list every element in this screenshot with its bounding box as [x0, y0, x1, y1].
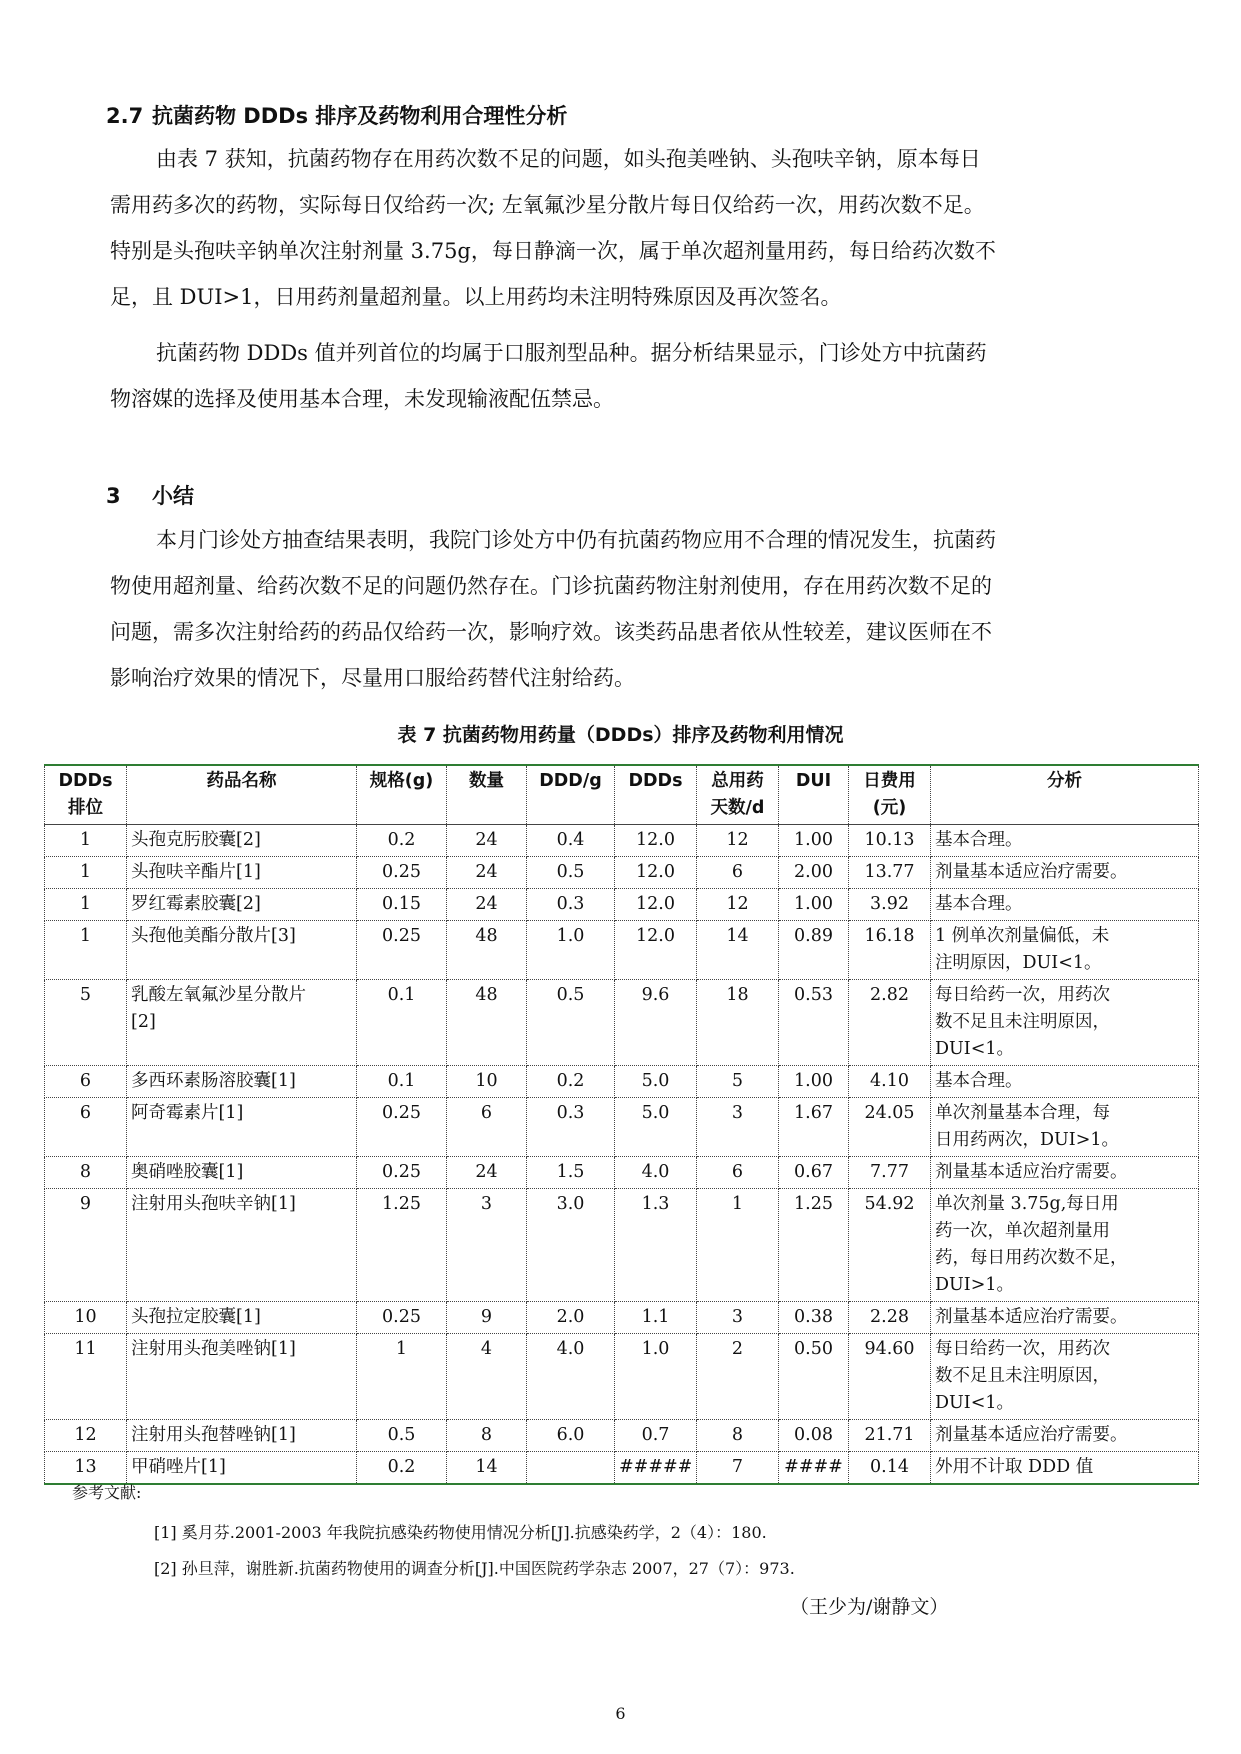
cell-name: [127, 1334, 357, 1420]
cell-rank: 6: [45, 1066, 127, 1098]
cell-name: [127, 1098, 357, 1157]
cell-days: 6: [697, 1157, 779, 1189]
cell-ddds: 1.3: [615, 1189, 697, 1302]
cell-qty: 9: [447, 1302, 527, 1334]
text-line: 物溶媒的选择及使用基本合理，未发现输液配伍禁忌。: [110, 387, 614, 411]
cell-analysis: [931, 857, 1199, 889]
cell-analysis: [931, 1334, 1199, 1420]
cell-dui: ####: [779, 1452, 849, 1485]
header-dui: [779, 765, 849, 825]
table-header-row: [45, 765, 1199, 825]
cell-spec: 0.25: [357, 1302, 447, 1334]
cell-cost: 94.60: [849, 1334, 931, 1420]
cell-ddd: 1.0: [527, 921, 615, 980]
paragraph-ddds-analysis: [110, 136, 1140, 320]
cell-ddds: #####: [615, 1452, 697, 1485]
cell-line: 注射用头孢美唑钠[1]: [131, 1339, 296, 1359]
table-row: [45, 1452, 1199, 1485]
cell-ddds: 12.0: [615, 921, 697, 980]
table-row: [45, 857, 1199, 889]
cell-analysis: [931, 1066, 1199, 1098]
header-text: 天数/d: [710, 798, 765, 818]
cell-line: 罗红霉素胶囊[2]: [131, 894, 261, 914]
cell-rank: 6: [45, 1098, 127, 1157]
cell-analysis: [931, 825, 1199, 857]
table-row: [45, 980, 1199, 1066]
header-analysis: [931, 765, 1199, 825]
cell-ddds: 1.0: [615, 1334, 697, 1420]
text-line: 特别是头孢呋辛钠单次注射剂量 3.75g，每日静滴一次，属于单次超剂量用药，每日给药次数不: [110, 239, 996, 263]
table-row: [45, 889, 1199, 921]
cell-line: 数不足且未注明原因，: [935, 1366, 1110, 1386]
cell-line: 注射用头孢替唑钠[1]: [131, 1425, 296, 1445]
cell-qty: 3: [447, 1189, 527, 1302]
cell-cost: 13.77: [849, 857, 931, 889]
cell-line: 阿奇霉素片[1]: [131, 1103, 244, 1123]
cell-days: 3: [697, 1098, 779, 1157]
cell-qty: 14: [447, 1452, 527, 1485]
cell-rank: 11: [45, 1334, 127, 1420]
cell-dui: 0.08: [779, 1420, 849, 1452]
header-text: 规格(g): [369, 771, 434, 791]
page-number: 6: [615, 1704, 626, 1723]
cell-cost: 16.18: [849, 921, 931, 980]
text-line: 影响治疗效果的情况下，尽量用口服给药替代注射给药。: [110, 666, 635, 690]
cell-dui: 0.50: [779, 1334, 849, 1420]
cell-rank: 13: [45, 1452, 127, 1485]
cell-ddd: 1.5: [527, 1157, 615, 1189]
cell-days: 8: [697, 1420, 779, 1452]
cell-days: 18: [697, 980, 779, 1066]
cell-days: 12: [697, 825, 779, 857]
cell-ddds: 5.0: [615, 1098, 697, 1157]
header-text: 总用药: [711, 771, 764, 791]
cell-line: 数不足且未注明原因，: [935, 1012, 1110, 1032]
cell-spec: 0.2: [357, 1452, 447, 1485]
cell-qty: 24: [447, 857, 527, 889]
cell-cost: 7.77: [849, 1157, 931, 1189]
header-text: DDD/g: [539, 771, 602, 791]
section-heading-3: [106, 480, 194, 510]
text-line: 抗菌药物 DDDs 值并列首位的均属于口服剂型品种。据分析结果显示，门诊处方中抗菌药: [156, 341, 987, 365]
header-text: 排位: [68, 798, 103, 818]
cell-spec: 0.2: [357, 825, 447, 857]
cell-days: 14: [697, 921, 779, 980]
cell-days: 12: [697, 889, 779, 921]
cell-cost: 24.05: [849, 1098, 931, 1157]
cell-spec: 0.15: [357, 889, 447, 921]
cell-ddds: 0.7: [615, 1420, 697, 1452]
cell-spec: 0.1: [357, 1066, 447, 1098]
cell-analysis: [931, 1302, 1199, 1334]
cell-days: 7: [697, 1452, 779, 1485]
text-line: 本月门诊处方抽查结果表明，我院门诊处方中仍有抗菌药物应用不合理的情况发生，抗菌药: [156, 528, 996, 552]
cell-name: [127, 980, 357, 1066]
cell-name: [127, 1157, 357, 1189]
paragraph-oral-dosage: [110, 330, 1140, 422]
cell-cost: 2.28: [849, 1302, 931, 1334]
author-credit: （王少为/谢静文）: [790, 1596, 949, 1618]
header-text: DDDs: [58, 771, 113, 791]
cell-dui: 1.67: [779, 1098, 849, 1157]
cell-line: 药一次，单次超剂量用: [935, 1221, 1110, 1241]
table-row: [45, 825, 1199, 857]
cell-cost: 10.13: [849, 825, 931, 857]
header-qty: [447, 765, 527, 825]
cell-qty: 6: [447, 1098, 527, 1157]
cell-rank: 10: [45, 1302, 127, 1334]
cell-qty: 4: [447, 1334, 527, 1420]
cell-line: 剂量基本适应治疗需要。: [935, 1307, 1128, 1327]
header-text: 分析: [1047, 771, 1082, 791]
cell-analysis: [931, 1189, 1199, 1302]
cell-name: [127, 1420, 357, 1452]
cell-line: 头孢他美酯分散片[3]: [131, 926, 296, 946]
cell-line: 每日给药一次，用药次: [935, 985, 1110, 1005]
cell-dui: 0.89: [779, 921, 849, 980]
cell-ddds: 12.0: [615, 857, 697, 889]
cell-line: 每日给药一次，用药次: [935, 1339, 1110, 1359]
cell-dui: 1.00: [779, 825, 849, 857]
table-row: [45, 1334, 1199, 1420]
cell-ddds: 12.0: [615, 825, 697, 857]
cell-qty: 8: [447, 1420, 527, 1452]
cell-line: 剂量基本适应治疗需要。: [935, 1425, 1128, 1445]
text-line: 问题，需多次注射给药的药品仅给药一次，影响疗效。该类药品患者依从性较差，建议医师在不: [110, 620, 992, 644]
cell-ddds: 9.6: [615, 980, 697, 1066]
header-text: (元): [872, 798, 907, 818]
cell-line: 注明原因，DUI<1。: [935, 953, 1102, 973]
cell-line: 头孢呋辛酯片[1]: [131, 862, 261, 882]
cell-analysis: [931, 1157, 1199, 1189]
cell-line: 头孢克肟胶囊[2]: [131, 830, 261, 850]
cell-line: 头孢拉定胶囊[1]: [131, 1307, 261, 1327]
header-text: 数量: [469, 771, 504, 791]
header-days: [697, 765, 779, 825]
cell-spec: 0.25: [357, 1098, 447, 1157]
cell-line: DUI<1。: [935, 1393, 1014, 1413]
cell-ddd: 0.4: [527, 825, 615, 857]
header-ddd: [527, 765, 615, 825]
cell-line: 甲硝唑片[1]: [131, 1457, 226, 1477]
cell-analysis: [931, 980, 1199, 1066]
cell-days: 6: [697, 857, 779, 889]
cell-line: 单次剂量 3.75g,每日用: [935, 1194, 1119, 1214]
cell-line: 基本合理。: [935, 1071, 1023, 1091]
reference-item: [1] 奚月芬.2001-2003 年我院抗感染药物使用情况分析[J].抗感染药学，2（4）：180.: [154, 1523, 767, 1542]
cell-ddd: 3.0: [527, 1189, 615, 1302]
cell-line: 注射用头孢呋辛钠[1]: [131, 1194, 296, 1214]
cell-ddd: 0.3: [527, 1098, 615, 1157]
cell-line: 日用药两次，DUI>1。: [935, 1130, 1119, 1150]
header-text: DDDs: [628, 771, 683, 791]
section-title: 抗菌药物 DDDs 排序及药物利用合理性分析: [152, 104, 568, 128]
cell-line: 基本合理。: [935, 830, 1023, 850]
cell-analysis: [931, 889, 1199, 921]
cell-name: [127, 921, 357, 980]
cell-qty: 24: [447, 1157, 527, 1189]
cell-cost: 3.92: [849, 889, 931, 921]
section-number: 3: [106, 484, 121, 508]
cell-line: 剂量基本适应治疗需要。: [935, 1162, 1128, 1182]
header-rank: [45, 765, 127, 825]
cell-spec: 0.25: [357, 1157, 447, 1189]
cell-name: [127, 1189, 357, 1302]
cell-ddd: 4.0: [527, 1334, 615, 1420]
section-number: 2.7: [106, 104, 144, 128]
cell-qty: 24: [447, 889, 527, 921]
header-ddds: [615, 765, 697, 825]
ddds-table: [44, 764, 1199, 1485]
cell-analysis: [931, 921, 1199, 980]
cell-line: 奥硝唑胶囊[1]: [131, 1162, 244, 1182]
cell-dui: 0.53: [779, 980, 849, 1066]
cell-name: [127, 825, 357, 857]
cell-ddd: 2.0: [527, 1302, 615, 1334]
cell-qty: 48: [447, 921, 527, 980]
cell-cost: 2.82: [849, 980, 931, 1066]
cell-name: [127, 1066, 357, 1098]
cell-ddd: 6.0: [527, 1420, 615, 1452]
cell-name: [127, 1302, 357, 1334]
cell-line: 基本合理。: [935, 894, 1023, 914]
paragraph-summary: [110, 517, 1140, 701]
cell-dui: 2.00: [779, 857, 849, 889]
cell-cost: 54.92: [849, 1189, 931, 1302]
cell-spec: 0.25: [357, 921, 447, 980]
table-row: [45, 1189, 1199, 1302]
cell-ddd: 0.2: [527, 1066, 615, 1098]
table-row: [45, 1066, 1199, 1098]
cell-line: 药，每日用药次数不足，: [935, 1248, 1128, 1268]
cell-days: 3: [697, 1302, 779, 1334]
cell-line: 多西环素肠溶胶囊[1]: [131, 1071, 296, 1091]
cell-ddds: 12.0: [615, 889, 697, 921]
cell-line: [2]: [131, 1012, 156, 1032]
cell-rank: 8: [45, 1157, 127, 1189]
cell-cost: 21.71: [849, 1420, 931, 1452]
cell-spec: 0.1: [357, 980, 447, 1066]
cell-dui: 1.00: [779, 889, 849, 921]
table-row: [45, 1098, 1199, 1157]
cell-spec: 0.5: [357, 1420, 447, 1452]
header-text: DUI: [795, 771, 832, 791]
cell-line: 单次剂量基本合理，每: [935, 1103, 1110, 1123]
table-row: [45, 1420, 1199, 1452]
header-spec: [357, 765, 447, 825]
cell-ddd: 0.5: [527, 980, 615, 1066]
cell-rank: 12: [45, 1420, 127, 1452]
cell-line: DUI<1。: [935, 1039, 1014, 1059]
table-row: [45, 1302, 1199, 1334]
text-line: 足，且 DUI>1，日用药剂量超剂量。以上用药均未注明特殊原因及再次签名。: [110, 285, 842, 309]
cell-dui: 1.00: [779, 1066, 849, 1098]
cell-ddd: [527, 1452, 615, 1485]
cell-dui: 0.67: [779, 1157, 849, 1189]
cell-line: DUI>1。: [935, 1275, 1014, 1295]
cell-rank: 9: [45, 1189, 127, 1302]
cell-rank: 5: [45, 980, 127, 1066]
cell-analysis: [931, 1452, 1199, 1485]
cell-spec: 1: [357, 1334, 447, 1420]
header-text: 日费用: [863, 771, 916, 791]
cell-days: 2: [697, 1334, 779, 1420]
cell-qty: 48: [447, 980, 527, 1066]
cell-name: [127, 889, 357, 921]
cell-name: [127, 1452, 357, 1485]
cell-days: 5: [697, 1066, 779, 1098]
cell-cost: 4.10: [849, 1066, 931, 1098]
table-row: [45, 1157, 1199, 1189]
cell-spec: 1.25: [357, 1189, 447, 1302]
cell-dui: 0.38: [779, 1302, 849, 1334]
cell-analysis: [931, 1098, 1199, 1157]
text-line: 由表 7 获知，抗菌药物存在用药次数不足的问题，如头孢美唑钠、头孢呋辛钠，原本每日: [156, 147, 981, 171]
cell-rank: 1: [45, 921, 127, 980]
cell-line: 1 例单次剂量偏低，未: [935, 926, 1110, 946]
cell-qty: 24: [447, 825, 527, 857]
header-cost: [849, 765, 931, 825]
cell-cost: 0.14: [849, 1452, 931, 1485]
cell-spec: 0.25: [357, 857, 447, 889]
cell-rank: 1: [45, 889, 127, 921]
table-row: [45, 921, 1199, 980]
cell-dui: 1.25: [779, 1189, 849, 1302]
table-caption: 表 7 抗菌药物用药量（DDDs）排序及药物利用情况: [397, 724, 844, 746]
references-title: 参考文献:: [72, 1483, 142, 1502]
cell-rank: 1: [45, 857, 127, 889]
section-title: 小结: [152, 484, 194, 508]
cell-ddds: 5.0: [615, 1066, 697, 1098]
text-line: 物使用超剂量、给药次数不足的问题仍然存在。门诊抗菌药物注射剂使用，存在用药次数不足的: [110, 574, 992, 598]
section-heading-2-7: [106, 100, 567, 130]
cell-ddd: 0.3: [527, 889, 615, 921]
header-text: 药品名称: [206, 771, 277, 791]
header-name: [127, 765, 357, 825]
cell-rank: 1: [45, 825, 127, 857]
reference-item: [2] 孙旦萍，谢胜新.抗菌药物使用的调查分析[J].中国医院药学杂志 2007，27（7）：973.: [154, 1559, 795, 1578]
cell-analysis: [931, 1420, 1199, 1452]
cell-line: 乳酸左氧氟沙星分散片: [131, 985, 306, 1005]
cell-line: 剂量基本适应治疗需要。: [935, 862, 1128, 882]
cell-ddd: 0.5: [527, 857, 615, 889]
cell-qty: 10: [447, 1066, 527, 1098]
text-line: 需用药多次的药物，实际每日仅给药一次; 左氧氟沙星分散片每日仅给药一次，用药次数不足。: [110, 193, 985, 217]
cell-days: 1: [697, 1189, 779, 1302]
cell-ddds: 4.0: [615, 1157, 697, 1189]
cell-line: 外用不计取 DDD 值: [935, 1457, 1094, 1477]
cell-ddds: 1.1: [615, 1302, 697, 1334]
cell-name: [127, 857, 357, 889]
